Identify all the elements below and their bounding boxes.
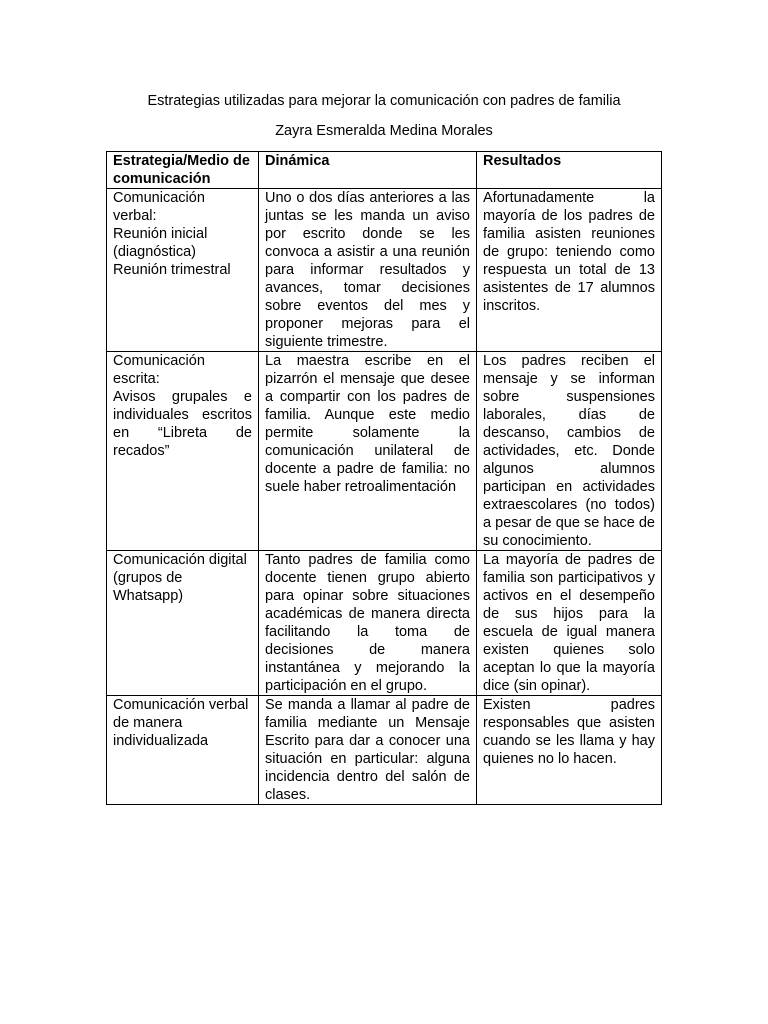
- dynamics-cell: La maestra escribe en el pizarrón el mensaje que desee a compartir con los padres de familia. Aunque este medio permite solamente la comunicación unilateral de docente a padre de familia: no suele haber retroalimentación: [259, 352, 477, 551]
- dynamics-cell: Uno o dos días anteriores a las juntas se les manda un aviso por escrito donde se les convoca a asistir a una reunión para informar resultados y avances, tomar decisiones sobre eventos del mes y proponer mejoras para el siguiente trimestre.: [259, 189, 477, 352]
- table-row: [107, 352, 662, 551]
- results-cell: Los padres reciben el mensaje y se informan sobre suspensiones laborales, días de descanso, cambios de actividades, etc. Donde algunos alumnos participan en actividades extraescolares (no todos) a pesar de que se hace de su conocimiento.: [477, 352, 662, 551]
- table-row: [107, 551, 662, 696]
- strategy-cell: Comunicación verbal: Reunión inicial (diagnóstica) Reunión trimestral: [107, 189, 259, 352]
- dynamics-cell: Tanto padres de familia como docente tienen grupo abierto para opinar sobre situaciones académicas de manera directa facilitando la toma de decisiones de manera instantánea y mejorando la participación en el grupo.: [259, 551, 477, 696]
- strategies-table: [106, 151, 662, 805]
- table-row: [107, 696, 662, 805]
- results-cell: La mayoría de padres de familia son participativos y activos en el desempeño de sus hijos para la escuela de igual manera existen quienes solo aceptan lo que la mayoría dice (sin opinar).: [477, 551, 662, 696]
- table-row: [107, 189, 662, 352]
- table-header-row: [107, 152, 662, 189]
- strategy-cell: Comunicación verbal de manera individualizada: [107, 696, 259, 805]
- results-cell: Afortunadamente la mayoría de los padres de familia asisten reuniones de grupo: teniendo como respuesta un total de 13 asistentes de 17 alumnos inscritos.: [477, 189, 662, 352]
- results-cell: Existen padres responsables que asisten cuando se les llama y hay quienes no lo hacen.: [477, 696, 662, 805]
- strategy-cell: Comunicación escrita: Avisos grupales e individuales escritos en “Libreta de recados”: [107, 352, 259, 551]
- document-title: Estrategias utilizadas para mejorar la comunicación con padres de familia: [147, 93, 621, 109]
- dynamics-cell: Se manda a llamar al padre de familia mediante un Mensaje Escrito para dar a conocer una situación en particular: alguna incidencia dentro del salón de clases.: [259, 696, 477, 805]
- header-dynamics: Dinámica: [259, 152, 477, 189]
- strategy-cell: Comunicación digital (grupos de Whatsapp): [107, 551, 259, 696]
- header-strategy: Estrategia/Medio de comunicación: [107, 152, 259, 189]
- document-author: Zayra Esmeralda Medina Morales: [275, 123, 493, 139]
- header-results: Resultados: [477, 152, 662, 189]
